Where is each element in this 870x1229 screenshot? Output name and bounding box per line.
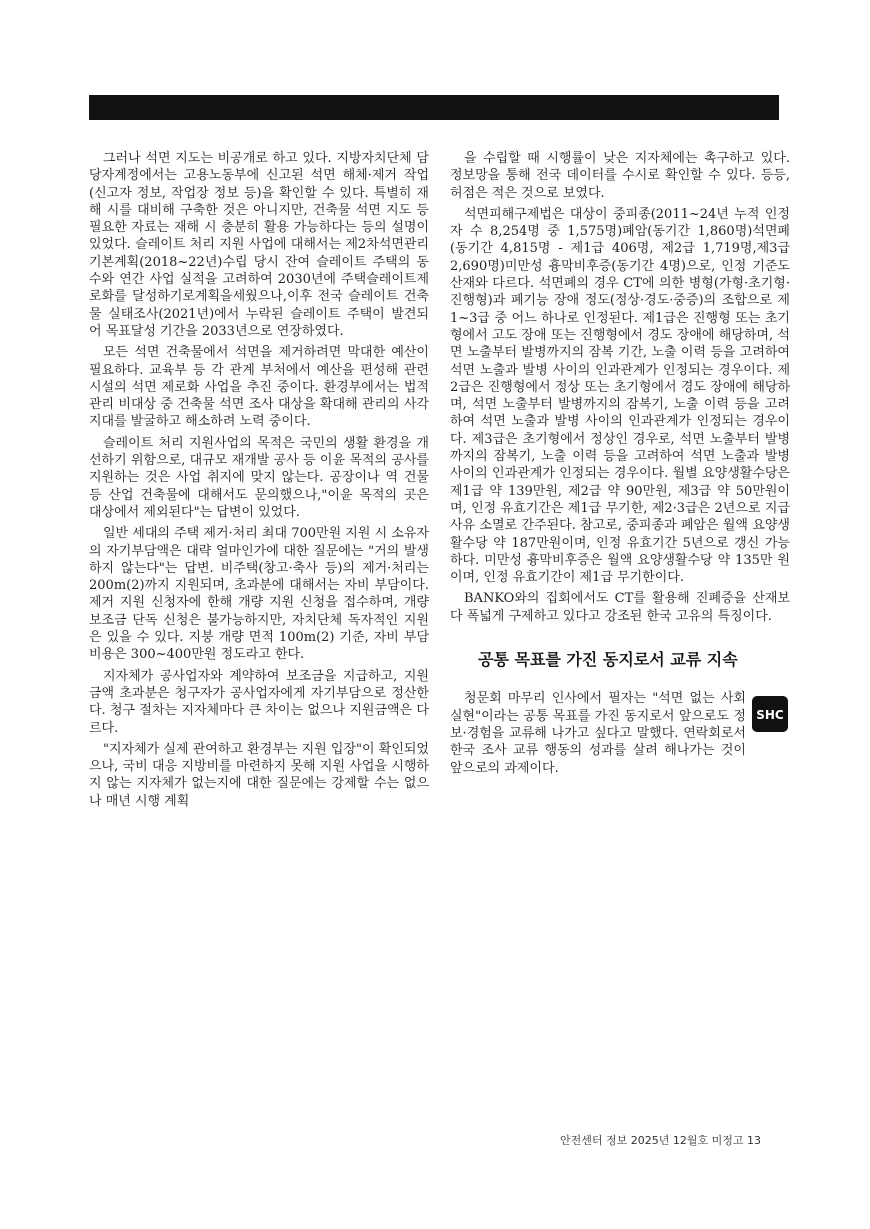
logo-text: SHC	[756, 708, 784, 723]
shc-logo-icon	[752, 696, 788, 732]
body-paragraph: BANKO와의 집회에서도 CT를 활용해 진폐증을 산재보다 폭넓게 구제하고 있다고 강조된 한국 고유의 특징이다.	[450, 591, 790, 624]
header-bar	[89, 95, 779, 120]
body-paragraph: 을 수립할 때 시행률이 낮은 지자체에는 촉구하고 있다. 정보망을 통해 전국 데이터를 수시로 확인할 수 있다. 등등, 허점은 적은 것으로 보였다.	[450, 151, 790, 201]
body-paragraph: 모든 석면 건축물에서 석면을 제거하려면 막대한 예산이 필요하다. 교육부 등 각 관계 부처에서 예산을 편성해 관련 시설의 석면 제로화 사업을 추진 중이다. 환경부에서는 법적 관리 비대상 중 건축물 석면 조사 대상을 확대해 관리의 사각지대를 발굴하고 해소하려 노력 중이다.	[89, 345, 429, 430]
closing-block	[450, 690, 790, 776]
left-column	[89, 150, 429, 810]
body-paragraph: 석면피해구제법은 대상이 중피종(2011~24년 누적 인정자 수 8,254명 중 1,575명)폐암(동기간 1,860명)석면폐(동기간 4,815명 - 제1급 406명, 제2급 1,719명,제3급 2,690명)미만성 흉막비후증(동기간 4명)으로, 인정 기준도 산재와 다르다. 석면폐의 경우 CT에 의한 병형(가형·초기형·진행형)과 폐기능 장애 정도(정상·경도·중증)의 조합으로 제1~3급 중 어느 하나로 인정된다. 제1급은 진행형 또는 초기형에서 고도 장애 또는 진행형에서 경도 장애에 해당하며, 석면 노출부터 발병까지의 잠복 기간, 노출 이력 등을 고려하여 석면 노출과 발병 사이의 인과관계가 인정되는 경우이다. 제2급은 진행형에서 정상 또는 초기형에서 경도 장애에 해당하며, 석면 노출부터 발병까지의 잠복기, 노출 이력 등을 고려하여 석면 노출과 발병 사이의 인과관계가 인정되는 경우이다. 제3급은 초기형에서 정상인 경우로, 석면 노출부터 발병까지의 잠복기, 노출 이력 등을 고려하여 석면 노출과 발병 사이의 인과관계가 인정되는 경우이다. 월별 요양생활수당은 제1급 약 139만원, 제2급 약 90만원, 제3급 약 50만원이며, 인정 유효기간은 제1급 무기한, 제2·3급은 2년으로 지급 사유 소멸로 간주된다. 참고로, 중피종과 폐암은 월액 요양생활수당 약 187만원이며, 인정 유효기간 5년으로 갱신 가능하다. 미만성 흉막비후증은 월액 요양생활수당 약 135만 원이며, 인정 유효기간이 제1급 무기한이다.	[450, 206, 790, 586]
body-paragraph: 슬레이트 처리 지원사업의 목적은 국민의 생활 환경을 개선하기 위함으로, 대규모 재개발 공사 등 이윤 목적의 공사를 지원하는 것은 사업 취지에 맞지 않는다. 공장이나 역 건물 등 산업 건축물에 대해서도 문의했으나,"이윤 목적의 곳은 대상에서 제외된다"는 답변이 있었다.	[89, 435, 429, 520]
body-paragraph: 그러나 석면 지도는 비공개로 하고 있다. 지방자치단체 담당자계정에서는 고용노동부에 신고된 석면 해체·제거 작업(신고자 정보, 작업장 정보 등)을 확인할 수 있다. 특별히 재해 시를 대비해 구축한 것은 아니지만, 건축물 석면 지도 등 필요한 자료는 재해 시 충분히 활용 가능하다는 등의 설명이 있었다. 슬레이트 처리 지원 사업에 대해서는 제2차석면관리 기본계획(2018~22년)수립 당시 잔여 슬레이트 주택의 동수와 연간 사업 실적을 고려하여 2030년에 주택슬레이트제로화를 달성하기로계획을세웠으나,이후 전국 슬레이트 건축물 실태조사(2021년)에서 누락된 슬레이트 주택이 발견되어 목표달성 기간을 2033년으로 연장하였다.	[89, 151, 429, 339]
page-footer: 안전센터 정보 2025년 12월호 미정고 13	[560, 1134, 761, 1147]
body-paragraph: 일반 세대의 주택 제거·처리 최대 700만원 지원 시 소유자의 자기부담액은 대략 얼마인가에 대한 질문에는 "거의 발생하지 않는다"는 답변. 비주택(창고·축사 등)의 제거·처리는 200m(2)까지 지원되며, 초과분에 대해서는 자비 부담이다. 제거 지원 신청자에 한해 개량 지원 신청을 접수하며, 개량 보조금 단독 신청은 불가능하지만, 자치단체 독자적인 지원은 있을 수 있다. 지붕 개량 면적 100m(2) 기준, 자비 부담 비용은 300~400만원 정도라고 한다.	[89, 526, 429, 663]
body-paragraph: "지자체가 실제 관여하고 환경부는 지원 입장"이 확인되었으나, 국비 대응 지방비를 마련하지 못해 지원 사업을 시행하지 않는 지자체가 없는지에 대한 질문에는 강제할 수는 없으나 매년 시행 계획	[89, 741, 429, 809]
closing-paragraph: 청문회 마무리 인사에서 필자는 "석면 없는 사회 실현"이라는 공통 목표를 가진 동지로서 앞으로도 정보·경험을 교류해 나가고 싶다고 말했다. 연락회로서 한국 조사 교류 행동의 성과를 살려 해나가는 것이 앞으로의 과제이다.	[450, 691, 746, 776]
body-paragraph: 지자체가 공사업자와 계약하여 보조금을 지급하고, 지원금액 초과분은 청구자가 공사업자에게 자기부담으로 정산한다. 청구 절차는 지자체마다 큰 차이는 없으나 지원금액은 다르다.	[89, 668, 429, 736]
section-heading: 공통 목표를 가진 동지로서 교류 지속	[478, 650, 738, 670]
right-column	[450, 150, 790, 777]
